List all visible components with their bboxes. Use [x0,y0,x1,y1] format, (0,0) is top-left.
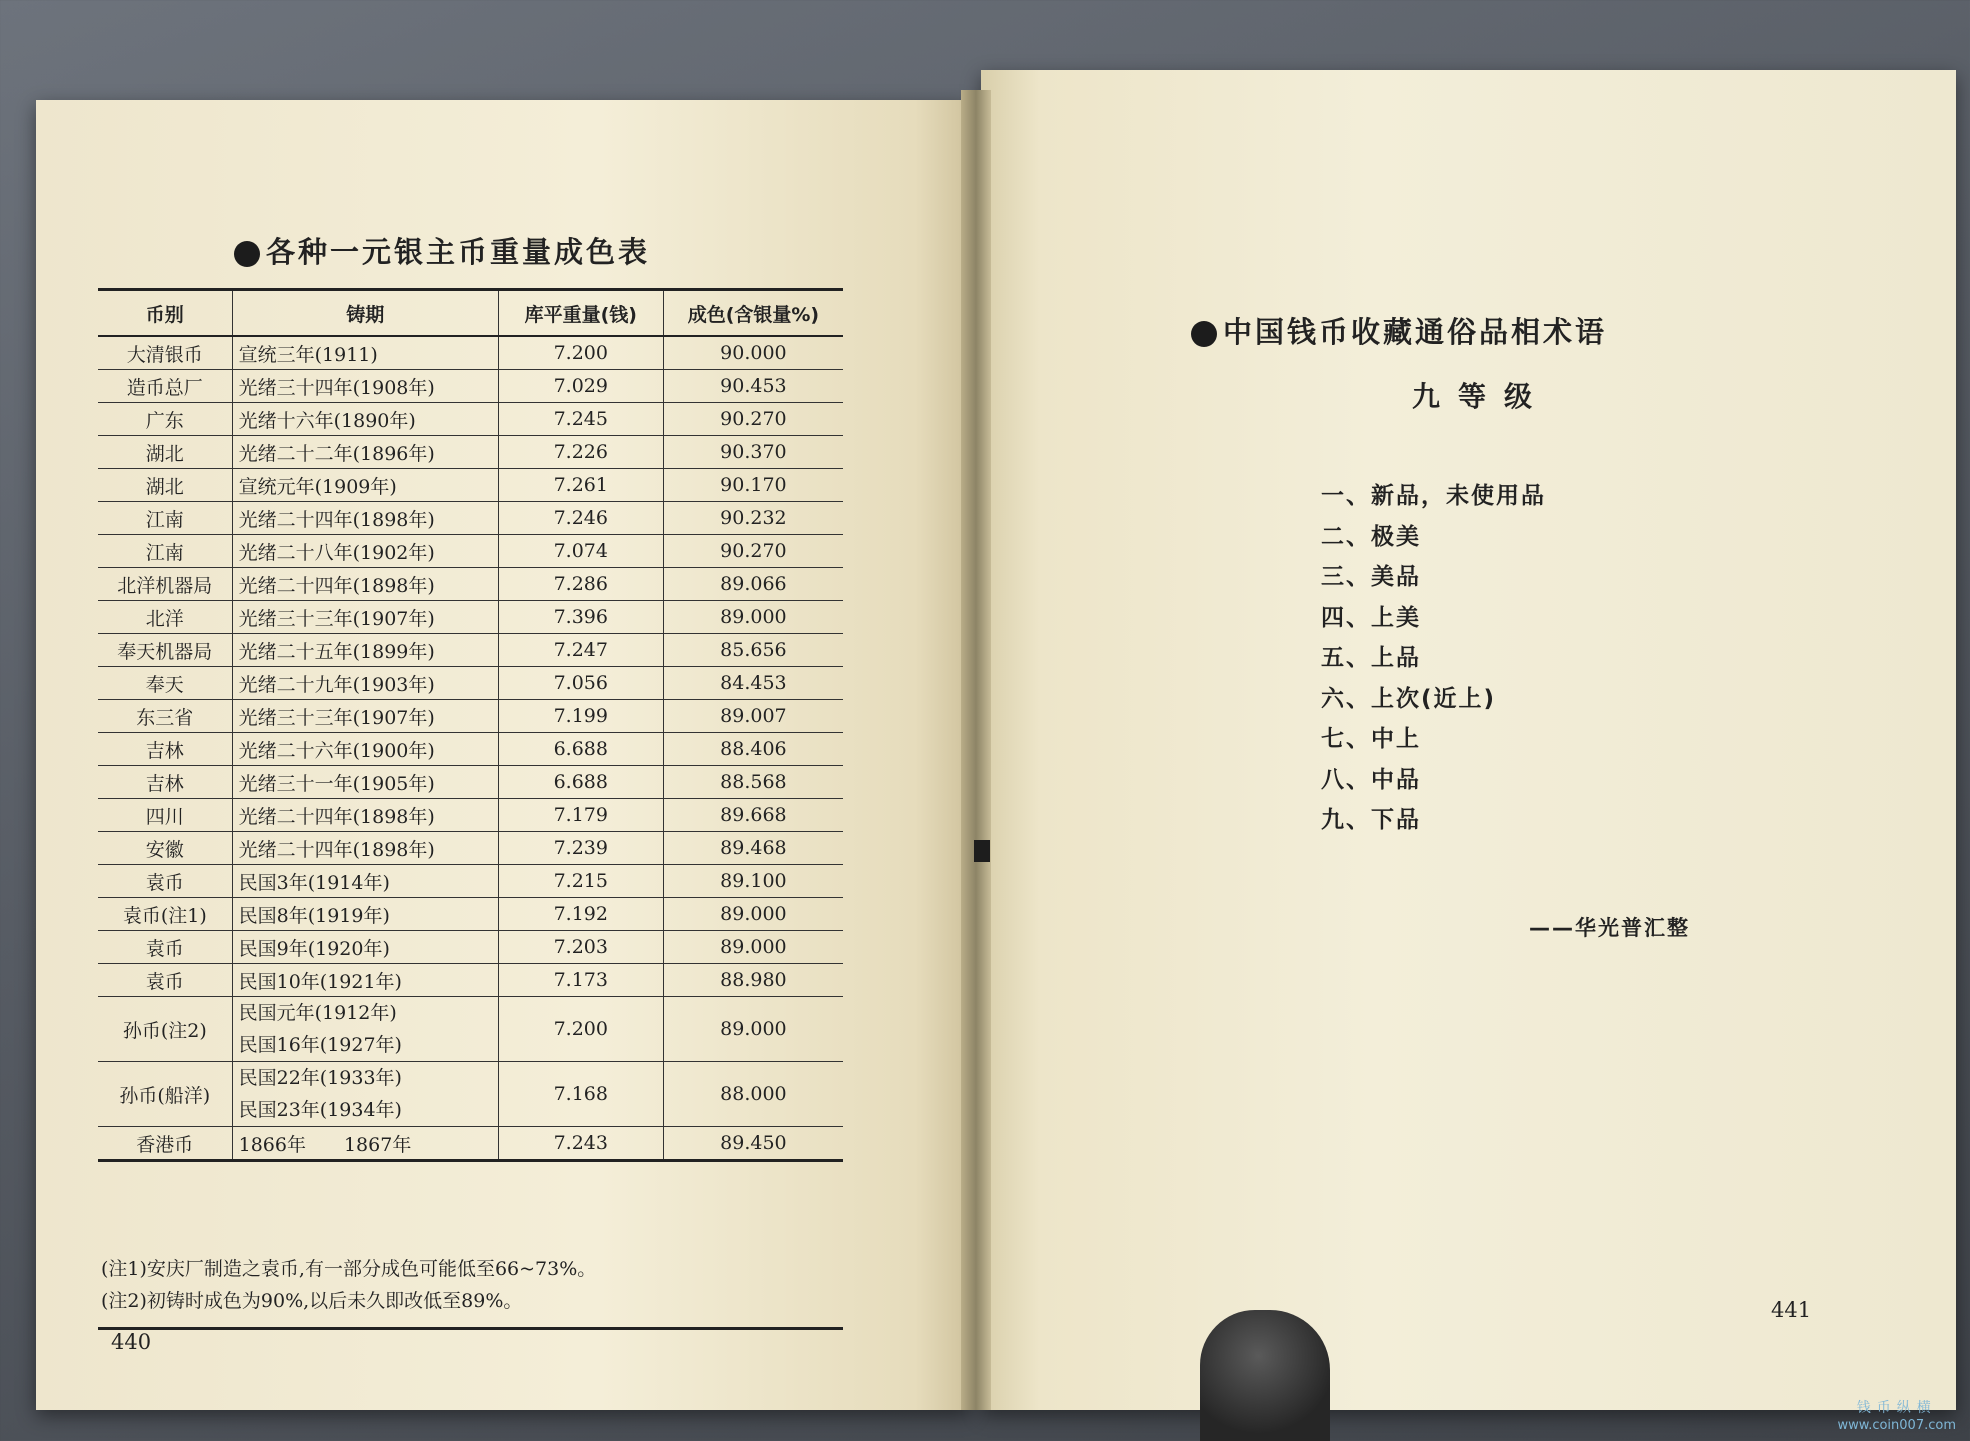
page-number-left: 440 [111,1330,152,1354]
cell-weight: 7.179 [498,799,663,832]
cell-fineness: 89.450 [663,1127,843,1161]
cell-area: 孙币(船洋) [98,1062,232,1127]
cell-period: 民国9年(1920年) [232,931,498,964]
header-weight: 库平重量(钱) [498,290,663,337]
watermark-url: www.coin007.com [1837,1418,1956,1433]
header-area: 币别 [98,290,232,337]
cell-fineness: 85.656 [663,634,843,667]
table-row [98,832,843,865]
cell-period: 光绪二十五年(1899年) [232,634,498,667]
table-row [98,700,843,733]
table-row [98,1127,843,1161]
grade-item: 七、中上 [1321,726,1421,752]
cell-period: 光绪三十四年(1908年) [232,370,498,403]
cell-period: 光绪二十八年(1902年) [232,535,498,568]
cell-fineness: 88.000 [663,1062,843,1127]
cell-period: 宣统元年(1909年) [232,469,498,502]
table-row [98,964,843,997]
cell-period: 光绪三十一年(1905年) [232,766,498,799]
cell-fineness: 90.170 [663,469,843,502]
cell-fineness: 90.000 [663,336,843,370]
table-row [98,997,843,1062]
cell-weight: 7.168 [498,1062,663,1127]
table-row [98,535,843,568]
cell-period: 光绪二十四年(1898年) [232,568,498,601]
period-line: 民国23年(1934年) [238,1099,402,1121]
cell-area: 北洋机器局 [98,568,232,601]
compiler-credit: ——华光普汇整 [1529,916,1690,940]
cell-weight: 7.396 [498,601,663,634]
cell-weight: 7.192 [498,898,663,931]
table-row [98,336,843,370]
grade-item: 九、下品 [1321,807,1421,833]
cell-area: 湖北 [98,436,232,469]
cell-area: 大清银币 [98,336,232,370]
cell-period: 光绪三十三年(1907年) [232,700,498,733]
grade-item: 八、中品 [1321,766,1421,793]
cell-fineness: 89.468 [663,832,843,865]
note-2: (注2)初铸时成色为90%,以后未久即改低至89%。 [101,1290,523,1312]
cell-weight: 7.200 [498,336,663,370]
cell-weight: 7.199 [498,700,663,733]
table-header-row [98,290,843,337]
table-row [98,733,843,766]
grade-item: 三、美品 [1321,564,1421,590]
cell-fineness: 89.000 [663,931,843,964]
grading-title: 中国钱币收藏通俗品相术语 [1191,310,1607,351]
cell-fineness: 88.406 [663,733,843,766]
cell-area: 袁币 [98,964,232,997]
cell-weight: 7.173 [498,964,663,997]
cell-weight: 6.688 [498,733,663,766]
cell-weight: 7.247 [498,634,663,667]
table-row [98,370,843,403]
cell-weight: 7.029 [498,370,663,403]
cell-area: 袁币(注1) [98,898,232,931]
cell-period: 光绪三十三年(1907年) [232,601,498,634]
table-row [98,403,843,436]
cell-weight: 7.239 [498,832,663,865]
grade-item: 四、上美 [1321,604,1421,631]
grade-list [1321,476,1546,841]
grade-item: 五、上品 [1321,645,1421,671]
header-fineness: 成色(含银量%) [663,290,843,337]
cell-area: 吉林 [98,766,232,799]
note-1: (注1)安庆厂制造之袁币,有一部分成色可能低至66~73%。 [101,1258,597,1280]
cell-fineness: 89.007 [663,700,843,733]
cell-area: 造币总厂 [98,370,232,403]
cell-weight: 7.074 [498,535,663,568]
bullet-dot-icon [1191,321,1217,347]
site-watermark [1838,1399,1957,1435]
table-row [98,931,843,964]
notes-rule [98,1327,843,1330]
table-row [98,436,843,469]
cell-period: 光绪十六年(1890年) [232,403,498,436]
cell-period: 民国8年(1919年) [232,898,498,931]
cell-period [232,1062,498,1127]
cell-area: 四川 [98,799,232,832]
cell-period: 光绪二十四年(1898年) [232,832,498,865]
table-row [98,1062,843,1127]
cell-period: 光绪二十四年(1898年) [232,502,498,535]
cell-weight: 7.226 [498,436,663,469]
cell-weight: 7.056 [498,667,663,700]
thumb-holding-page [1200,1310,1330,1441]
cell-weight: 7.286 [498,568,663,601]
book-spine [961,90,991,1410]
table-row [98,601,843,634]
table-row [98,667,843,700]
cell-fineness: 89.000 [663,898,843,931]
cell-fineness: 90.270 [663,535,843,568]
cell-period: 民国3年(1914年) [232,865,498,898]
cell-area: 袁币 [98,931,232,964]
cell-weight: 6.688 [498,766,663,799]
cell-area: 江南 [98,502,232,535]
cell-area: 奉天机器局 [98,634,232,667]
cell-weight: 7.245 [498,403,663,436]
table-row [98,568,843,601]
cell-fineness: 88.980 [663,964,843,997]
cell-fineness: 90.232 [663,502,843,535]
watermark-name: 钱币纵横 [1856,1400,1937,1416]
ink-mark [974,840,990,862]
cell-area: 孙币(注2) [98,997,232,1062]
period-line: 民国元年(1912年) [238,1002,397,1024]
cell-weight: 7.200 [498,997,663,1062]
grading-subtitle: 九等级 [1411,380,1550,413]
cell-area: 奉天 [98,667,232,700]
cell-weight: 7.261 [498,469,663,502]
cell-fineness: 90.270 [663,403,843,436]
table-row [98,799,843,832]
cell-weight: 7.243 [498,1127,663,1161]
cell-fineness: 90.453 [663,370,843,403]
cell-weight: 7.203 [498,931,663,964]
cell-weight: 7.215 [498,865,663,898]
period-line: 民国16年(1927年) [238,1034,402,1056]
table-row [98,634,843,667]
table-row [98,502,843,535]
table-notes [101,1253,841,1317]
cell-weight: 7.246 [498,502,663,535]
cell-period: 光绪二十六年(1900年) [232,733,498,766]
cell-period: 光绪二十四年(1898年) [232,799,498,832]
bullet-dot-icon [234,241,260,267]
cell-period: 光绪二十九年(1903年) [232,667,498,700]
page-number-right: 441 [1771,1298,1812,1322]
cell-area: 北洋 [98,601,232,634]
table-row [98,469,843,502]
cell-area: 袁币 [98,865,232,898]
cell-fineness: 84.453 [663,667,843,700]
cell-area: 江南 [98,535,232,568]
grade-item: 六、上次(近上) [1321,685,1497,712]
cell-fineness: 89.066 [663,568,843,601]
cell-area: 吉林 [98,733,232,766]
header-period: 铸期 [232,290,498,337]
cell-fineness: 88.568 [663,766,843,799]
cell-fineness: 89.000 [663,997,843,1062]
cell-period: 宣统三年(1911) [232,336,498,370]
cell-period: 1866年 1867年 [232,1127,498,1161]
open-book [36,70,1956,1410]
cell-area: 香港币 [98,1127,232,1161]
cell-area: 安徽 [98,832,232,865]
cell-period [232,997,498,1062]
cell-fineness: 89.100 [663,865,843,898]
grade-item: 一、新品，未使用品 [1321,483,1546,509]
cell-fineness: 89.000 [663,601,843,634]
cell-area: 广东 [98,403,232,436]
table-body [98,336,843,1161]
cell-area: 湖北 [98,469,232,502]
cell-area: 东三省 [98,700,232,733]
table-row [98,865,843,898]
period-line: 民国22年(1933年) [238,1067,402,1089]
grade-item: 二、极美 [1321,523,1421,550]
table-row [98,898,843,931]
table-row [98,766,843,799]
table-title: 各种一元银主币重量成色表 [234,230,650,271]
cell-fineness: 90.370 [663,436,843,469]
cell-fineness: 89.668 [663,799,843,832]
cell-period: 民国10年(1921年) [232,964,498,997]
silver-coin-table [98,288,843,1162]
right-page [981,70,1956,1410]
left-page [36,100,971,1410]
cell-period: 光绪二十二年(1896年) [232,436,498,469]
